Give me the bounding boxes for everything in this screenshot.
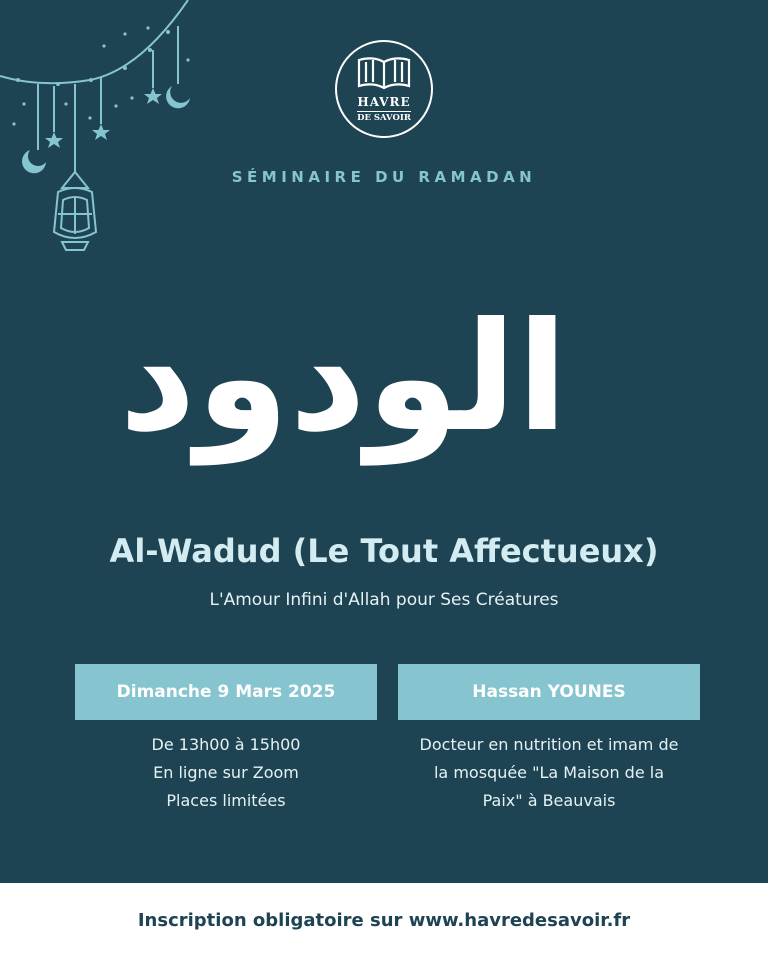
registration-notice: Inscription obligatoire sur www.havredesavoir.fr [137,910,631,931]
event-location: En ligne sur Zoom [153,763,299,782]
event-kicker: SÉMINAIRE DU RAMADAN [231,168,537,186]
footer-band [0,883,768,960]
logo-text-line1: HAVRE [357,95,411,109]
event-time: De 13h00 à 15h00 [151,735,301,754]
event-seats: Places limitées [166,791,286,810]
havre-de-savoir-logo [335,40,433,138]
speaker-name-box: Hassan YOUNES [398,664,700,720]
ramadan-decoration-icon [0,0,200,260]
event-details [75,731,377,815]
seminar-subtitle: L'Amour Infini d'Allah pour Ses Créatures [209,590,559,610]
open-book-icon [355,54,413,92]
seminar-title: Al-Wadud (Le Tout Affectueux) [109,532,659,570]
arabic-calligraphy: الودود [119,291,568,465]
speaker-bio-line: Paix" à Beauvais [482,791,616,810]
speaker-bio [398,731,700,815]
speaker-bio-line: Docteur en nutrition et imam de [419,735,679,754]
speaker-bio-line: la mosquée "La Maison de la [433,763,665,782]
logo-text-line2: DE SAVOIR [357,113,411,123]
date-box: Dimanche 9 Mars 2025 [75,664,377,720]
